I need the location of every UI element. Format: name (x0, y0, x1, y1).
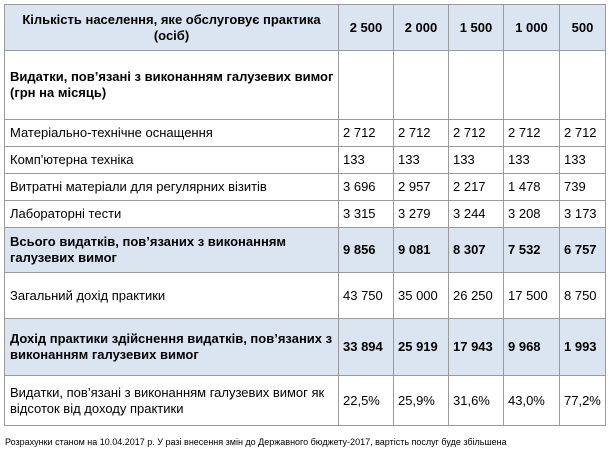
cell-value: 1 478 (504, 174, 560, 201)
cell-value: 9 081 (394, 228, 449, 273)
cell-value: 8 750 (560, 273, 606, 319)
cell-value: 133 (560, 147, 606, 174)
cell-value: 25 919 (394, 319, 449, 376)
cell-value: 25,9% (394, 376, 449, 426)
cell-value: 7 532 (504, 228, 560, 273)
percent-label: Видатки, пов’язані з виконанням галузевих вимог як відсоток від доходу практики (5, 376, 339, 426)
cell-value: 3 244 (449, 201, 504, 228)
total-label: Всього видатків, пов’язаних з виконанням галузевих вимог (5, 228, 339, 273)
row-label: Матеріально-технічне оснащення (5, 120, 339, 147)
cell-value: 1 993 (560, 319, 606, 376)
table-row (5, 147, 606, 174)
cell-value: 31,6% (449, 376, 504, 426)
cell-value: 739 (560, 174, 606, 201)
header-col-2000: 2 000 (394, 5, 449, 51)
table-row (5, 201, 606, 228)
cell-value: 2 712 (394, 120, 449, 147)
cell-value: 133 (504, 147, 560, 174)
cell-value: 2 217 (449, 174, 504, 201)
section-heading-line2: (грн на місяць) (10, 85, 107, 100)
section-heading-line1: Видатки, пов’язані з виконанням галузевих вимог (10, 69, 334, 84)
header-col-1500: 1 500 (449, 5, 504, 51)
cell-value: 2 712 (560, 120, 606, 147)
income-row (5, 273, 606, 319)
header-row (5, 5, 606, 51)
cell-value: 6 757 (560, 228, 606, 273)
header-col-1000: 1 000 (504, 5, 560, 51)
income-label: Загальний дохід практики (5, 273, 339, 319)
cell-value: 3 315 (339, 201, 394, 228)
cell-value: 2 712 (504, 120, 560, 147)
section-heading (5, 51, 339, 120)
cell-value: 8 307 (449, 228, 504, 273)
cell-value: 9 968 (504, 319, 560, 376)
row-label: Витратні матеріали для регулярних візитів (5, 174, 339, 201)
cell-value: 33 894 (339, 319, 394, 376)
cell-value: 35 000 (394, 273, 449, 319)
header-label: Кількість населення, яке обслуговує практика (осіб) (5, 5, 339, 51)
cell-value: 3 696 (339, 174, 394, 201)
expense-table (4, 4, 606, 426)
cell-value: 2 957 (394, 174, 449, 201)
cell-value: 17 943 (449, 319, 504, 376)
footnote: Розрахунки станом на 10.04.2017 р. У разі внесення змін до Державного бюджету-2017, вартість послуг буде збільшена (5, 437, 507, 447)
header-col-500: 500 (560, 5, 606, 51)
cell-value: 133 (394, 147, 449, 174)
cell-value: 133 (449, 147, 504, 174)
net-income-row (5, 319, 606, 376)
row-label: Комп'ютерна техніка (5, 147, 339, 174)
cell-value: 26 250 (449, 273, 504, 319)
net-income-label: Дохід практики здійснення видатків, пов’язаних з виконанням галузевих вимог (5, 319, 339, 376)
section-row (5, 51, 606, 120)
cell-value: 43,0% (504, 376, 560, 426)
cell-value: 2 712 (339, 120, 394, 147)
header-col-2500: 2 500 (339, 5, 394, 51)
cell-value: 17 500 (504, 273, 560, 319)
cell-value: 77,2% (560, 376, 606, 426)
cell-value: 3 279 (394, 201, 449, 228)
row-label: Лабораторні тести (5, 201, 339, 228)
cell-value: 43 750 (339, 273, 394, 319)
table-row (5, 174, 606, 201)
cell-value: 22,5% (339, 376, 394, 426)
cell-value: 3 208 (504, 201, 560, 228)
cell-value: 2 712 (449, 120, 504, 147)
total-row (5, 228, 606, 273)
cell-value: 9 856 (339, 228, 394, 273)
cell-value: 3 173 (560, 201, 606, 228)
cell-value: 133 (339, 147, 394, 174)
table-row (5, 120, 606, 147)
percent-row (5, 376, 606, 426)
